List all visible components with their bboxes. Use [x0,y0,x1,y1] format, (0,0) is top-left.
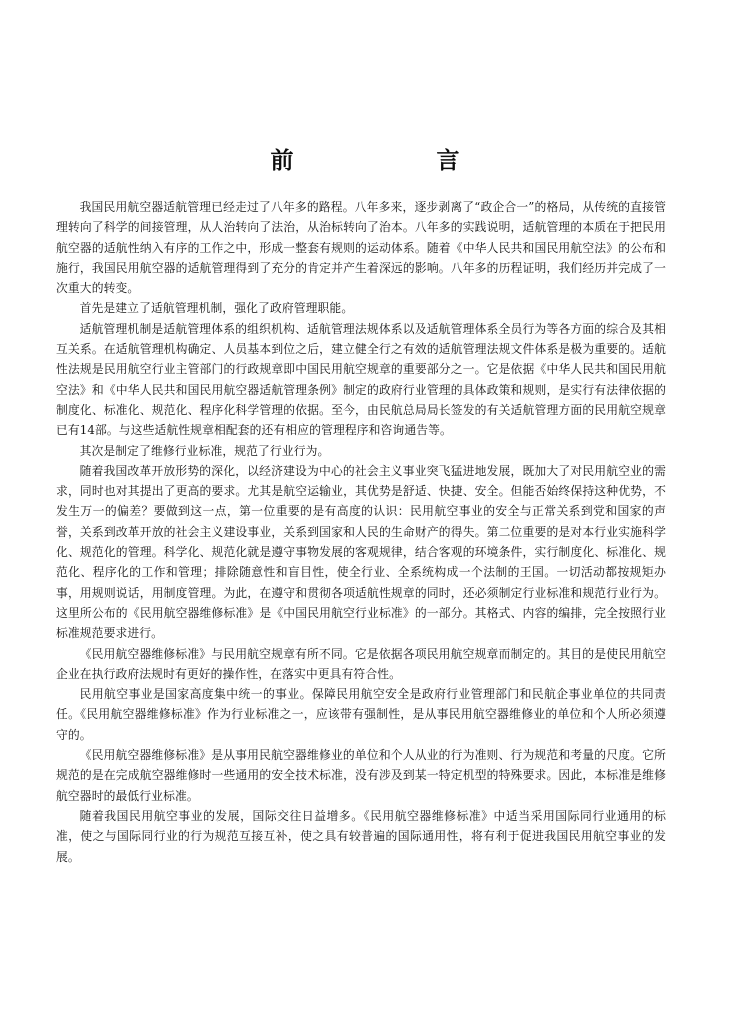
paragraph-9: 随着我国民用航空事业的发展，国际交往日益增多。《民用航空器维修标准》中适当采用国际同行业通用的标准，使之与国际同行业的行为规范互接互补，使之具有较普遍的国际通用性，将有利于促进我国民用航空事业的发展。 [56,808,666,864]
paragraph-2: 首先是建立了适航管理机制，强化了政府管理职能。 [79,301,354,316]
paragraph-1: 我国民用航空器适航管理已经走过了八年多的路程。八年多来，逐步剥离了“政企合一”的格局，从传统的直接管理转向了科学的间接管理，从人治转向了法治，从治标转向了治本。八年多的实践说明，适航管理的本质在于把民用航空器的适航性纳入有序的工作之中，形成一整套有规则的运动体系。随着《中华人民共和国民用航空法》的公布和施行，我国民用航空器的适航管理得到了充分的肯定并产生着深远的影响。八年多的历程证明，我们经历并完成了一次重大的转变。 [56,200,666,296]
paragraph-5: 随着我国改革开放形势的深化，以经济建设为中心的社会主义事业突飞猛进地发展，既加大了对民用航空业的需求，同时也对其提出了更高的要求。尤其是航空运输业，其优势是舒适、快捷、安全。但能否始终保持这种优势，不发生万一的偏差？要做到这一点，第一位重要的是有高度的认识：民用航空事业的安全与正常关系到党和国家的声誉，关系到改革开放的社会主义建设事业，关系到国家和人民的生命财产的得失。第二位重要的是对本行业实施科学化、规范化的管理。科学化、规范化就是遵守事物发展的客观规律，结合客观的环境条件，实行制度化、标准化、规范化、程序化的工作和管理；排除随意性和盲目性，使全行业、全系统构成一个法制的王国。一切活动都按规矩办事，用规则说话，用制度管理。为此，在遵守和贯彻各项适航性规章的同时，还必须制定行业标准和规范行业行为。这里所公布的《民用航空器维修标准》是《中国民用航空行业标准》的一部分。其格式、内容的编排，完全按照行业标准规范要求进行。 [56,463,666,641]
page-title: 前 言 [270,148,520,174]
paragraph-4: 其次是制定了维修行业标准，规范了行业行为。 [79,443,330,458]
paragraph-3: 适航管理机制是适航管理体系的组织机构、适航管理法规体系以及适航管理体系全员行为等各方面的综合及其相互关系。在适航管理机构确定、人员基本到位之后，建立健全行之有效的适航管理法规文件体系是极为重要的。适航性法规是民用航空行业主管部门的行政规章即中国民用航空规章的重要部分之一。它是依据《中华人民共和国民用航空法》和《中华人民共和国民用航空器适航管理条例》制定的政府行业管理的具体政策和规则，是实行有法律依据的制度化、标准化、规范化、程序化科学管理的依据。至今，由民航总局局长签发的有关适航管理方面的民用航空规章已有14部。与这些适航性规章相配套的还有相应的管理程序和咨询通告等。 [56,321,666,438]
paragraph-6: 《民用航空器维修标准》与民用航空规章有所不同。它是依据各项民用航空规章而制定的。其目的是使民用航空企业在执行政府法规时有更好的操作性，在落实中更具有符合性。 [56,646,666,681]
paragraph-8: 《民用航空器维修标准》是从事用民航空器维修业的单位和个人从业的行为准则、行为规范和考量的尺度。它所规范的是在完成航空器维修时一些通用的安全技术标准，没有涉及到某一特定机型的特殊要求。因此，本标准是维修航空器时的最低行业标准。 [56,748,666,803]
body-text [56,197,666,867]
paragraph-7: 民用航空事业是国家高度集中统一的事业。保障民用航空安全是政府行业管理部门和民航企事业单位的共同责任。《民用航空器维修标准》作为行业标准之一，应该带有强制性，是从事民用航空器维修业的单位和个人所必须遵守的。 [56,687,666,742]
